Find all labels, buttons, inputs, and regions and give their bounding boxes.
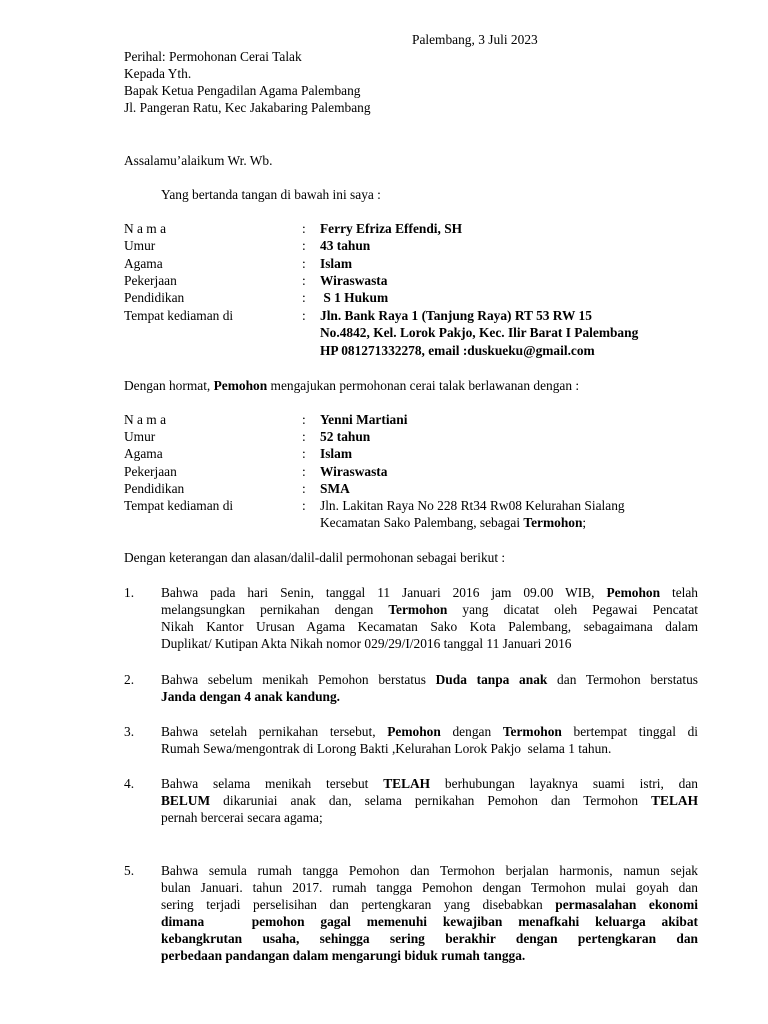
text-line: Bahwa semula rumah tangga Pemohon dan Termohon berjalan harmonis, namun sejak xyxy=(161,863,698,878)
field-label: Umur xyxy=(124,238,156,253)
respondent-address-line xyxy=(320,514,586,531)
colon: : xyxy=(302,498,306,513)
respondent-religion: Islam xyxy=(320,446,352,461)
colon: : xyxy=(302,290,306,305)
item-number: 1. xyxy=(124,585,135,600)
text-run: melangsungkan pernikahan dengan xyxy=(161,602,389,617)
respondent-job: Wiraswasta xyxy=(320,464,388,479)
field-label: Pekerjaan xyxy=(124,464,177,479)
field-label: N a m a xyxy=(124,412,167,427)
text-run: berhubungan layaknya suami istri, dan xyxy=(430,776,699,791)
colon: : xyxy=(302,412,306,427)
applicant-education: S 1 Hukum xyxy=(320,290,389,305)
item-number: 2. xyxy=(124,672,135,687)
text-run-bold: Termohon xyxy=(388,602,448,617)
applicant-religion: Islam xyxy=(320,256,352,271)
item-number: 5. xyxy=(124,863,135,878)
addressee-address: Jl. Pangeran Ratu, Kec Jakabaring Palembang xyxy=(124,100,371,115)
item-number: 3. xyxy=(124,724,135,739)
applicant-address-line: Jln. Bank Raya 1 (Tanjung Raya) RT 53 RW 15 xyxy=(320,308,592,323)
text-line xyxy=(161,792,698,809)
item-number: 4. xyxy=(124,776,135,791)
respondent-address-line: Jln. Lakitan Raya No 228 Rt34 Rw08 Kelurahan Sialang xyxy=(320,498,625,513)
applicant-contact: HP 081271332278, email :duskueku@gmail.com xyxy=(320,343,595,358)
text-run-bold: TELAH xyxy=(383,776,431,791)
reason-item-4 xyxy=(161,775,698,826)
field-label: Pendidikan xyxy=(124,290,185,305)
text-run: telah xyxy=(660,585,698,600)
reason-item-5 xyxy=(161,862,698,964)
colon: : xyxy=(302,481,306,496)
text-line: perbedaan pandangan dalam mengarungi biduk rumah tangga. xyxy=(161,948,526,963)
field-label: Agama xyxy=(124,256,163,271)
text-run-bold: Pemohon xyxy=(606,585,661,600)
text-line xyxy=(161,671,698,688)
field-label: Tempat kediaman di xyxy=(124,498,234,513)
respondent-education: SMA xyxy=(320,481,350,496)
text-run: ; xyxy=(582,515,587,530)
text-run: Kecamatan Sako Palembang, sebagai xyxy=(320,515,524,530)
reason-item-3 xyxy=(161,723,698,757)
colon: : xyxy=(302,464,306,479)
text-line: Rumah Sewa/mengontrak di Lorong Bakti ,Kelurahan Lorok Pakjo selama 1 tahun. xyxy=(161,741,612,756)
text-run-bold: Termohon xyxy=(523,515,583,530)
text-line: Nikah Kantor Urusan Agama Kecamatan Sako Kota Palembang, sebagaimana dalam xyxy=(161,619,698,634)
colon: : xyxy=(302,256,306,271)
text-run-bold: BELUM xyxy=(161,793,211,808)
applicant-name: Ferry Efriza Effendi, SH xyxy=(320,221,463,236)
respondent-name: Yenni Martiani xyxy=(320,412,408,427)
text-run-bold: Pemohon xyxy=(213,378,268,393)
text-run-bold: permasalahan ekonomi xyxy=(555,897,699,912)
applicant-age: 43 tahun xyxy=(320,238,371,253)
text-line: kebangkrutan usaha, sehingga sering berakhir dengan pertengkaran dan xyxy=(161,931,698,946)
reason-item-1 xyxy=(161,584,698,652)
greeting: Assalamu’alaikum Wr. Wb. xyxy=(124,153,273,168)
field-label: N a m a xyxy=(124,221,167,236)
colon: : xyxy=(302,446,306,461)
text-line xyxy=(161,584,698,601)
text-run: Bahwa selama menikah tersebut xyxy=(161,776,384,791)
text-line: Duplikat/ Kutipan Akta Nikah nomor 029/29/I/2016 tanggal 11 Januari 2016 xyxy=(161,636,572,651)
text-line xyxy=(161,775,698,792)
text-run-bold: TELAH xyxy=(651,793,698,808)
text-run: sering terjadi perselisihan dan pertengkaran yang disebabkan xyxy=(161,897,556,912)
text-run: bertempat tinggal di xyxy=(561,724,698,739)
field-label: Pendidikan xyxy=(124,481,185,496)
colon: : xyxy=(302,221,306,236)
text-line: Janda dengan 4 anak kandung. xyxy=(161,689,341,704)
text-line: dimana pemohon gagal memenuhi kewajiban menafkahi keluarga akibat xyxy=(161,914,698,929)
colon: : xyxy=(302,273,306,288)
text-run-bold: Termohon xyxy=(502,724,562,739)
field-label: Tempat kediaman di xyxy=(124,308,234,323)
petition-statement xyxy=(124,377,579,394)
text-run: dikaruniai anak dan, selama pernikahan Pemohon dan Termohon xyxy=(210,793,652,808)
text-run-bold: Duda tanpa anak xyxy=(435,672,548,687)
subject-line: Perihal: Permohonan Cerai Talak xyxy=(124,49,302,64)
text-run: Dengan hormat, xyxy=(124,378,214,393)
field-label: Agama xyxy=(124,446,163,461)
text-line: bulan Januari. tahun 2017. rumah tangga Pemohon dengan Termohon mulai goyah dan xyxy=(161,880,698,895)
intro-line: Yang bertanda tangan di bawah ini saya : xyxy=(161,187,381,202)
text-run: yang dicatat oleh Pegawai Pencatat xyxy=(447,602,699,617)
text-run-bold: Pemohon xyxy=(387,724,441,739)
reasons-intro: Dengan keterangan dan alasan/dalil-dalil permohonan sebagai berikut : xyxy=(124,550,506,565)
text-run: Bahwa pada hari Senin, tanggal 11 Januari 2016 jam 09.00 WIB, xyxy=(161,585,607,600)
respondent-age: 52 tahun xyxy=(320,429,371,444)
text-run: Bahwa sebelum menikah Pemohon berstatus xyxy=(161,672,436,687)
colon: : xyxy=(302,238,306,253)
text-line xyxy=(161,896,698,913)
field-label: Pekerjaan xyxy=(124,273,177,288)
letter-header xyxy=(124,48,371,116)
colon: : xyxy=(302,429,306,444)
text-line xyxy=(161,723,698,740)
colon: : xyxy=(302,308,306,323)
addressee: Bapak Ketua Pengadilan Agama Palembang xyxy=(124,83,361,98)
reason-item-2 xyxy=(161,671,698,705)
text-run: Bahwa setelah pernikahan tersebut, xyxy=(161,724,388,739)
salutation-to: Kepada Yth. xyxy=(124,66,192,81)
text-line: pernah bercerai secara agama; xyxy=(161,810,323,825)
field-label: Umur xyxy=(124,429,156,444)
text-run: dan Termohon berstatus xyxy=(547,672,698,687)
text-run: mengajukan permohonan cerai talak berlawanan dengan : xyxy=(267,378,580,393)
applicant-job: Wiraswasta xyxy=(320,273,388,288)
applicant-address-line: No.4842, Kel. Lorok Pakjo, Kec. Ilir Barat I Palembang xyxy=(320,325,639,340)
letter-date: Palembang, 3 Juli 2023 xyxy=(412,32,538,47)
text-run: dengan xyxy=(440,724,503,739)
text-line xyxy=(161,601,698,618)
